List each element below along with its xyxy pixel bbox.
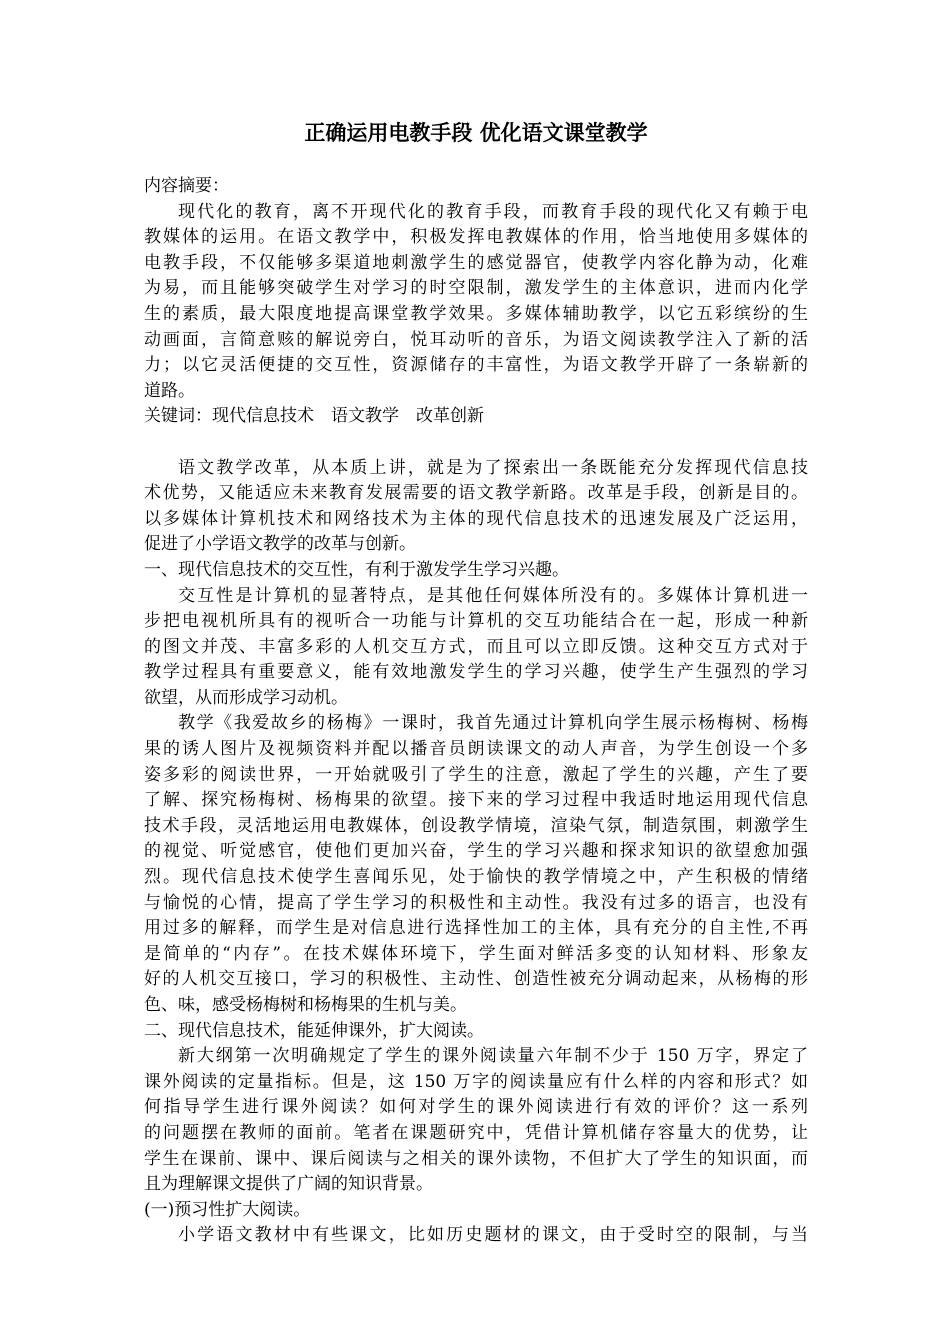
text-line: 教学《我爱故乡的杨梅》一课时，我首先通过计算机向学生展示杨梅树、杨梅 — [178, 713, 808, 734]
text-line: 以多媒体计算机技术和网络技术为主体的现代信息技术的迅速发展及广泛运用， — [144, 508, 808, 529]
text-line: 欲望，从而形成学习动机。 — [144, 687, 348, 708]
text-line: 动画面，言简意赅的解说旁白，悦耳动听的音乐，为语文阅读教学注入了新的活 — [144, 329, 808, 350]
text-line: 学生在课前、课中、课后阅读与之相关的课外读物，不但扩大了学生的知识面，而 — [144, 1148, 808, 1169]
text-line: 技术手段，灵活地运用电教媒体，创设教学情境，渲染气氛，制造氛围，刺激学生 — [144, 815, 808, 836]
blank-line — [144, 430, 808, 456]
text-line: 是简单的“内存”。在技术媒体环境下，学生面对鲜活多变的认知材料、形象友 — [144, 943, 808, 964]
abstract-label: 内容摘要： — [144, 176, 229, 196]
text-line: 电教手段，不仅能够多渠道地刺激学生的感觉器官，使教学内容化静为动，化难 — [144, 252, 808, 273]
text-line: 小学语文教材中有些课文，比如历史题材的课文，由于受时空的限制，与当 — [178, 1225, 808, 1246]
subsection-heading-1: (一)预习性扩大阅读。 — [144, 1199, 311, 1220]
text-line: 教学过程具有重要意义，能有效地激发学生的学习兴趣，使学生产生强烈的学习 — [144, 662, 808, 683]
abstract-paragraph — [144, 200, 808, 405]
text-line: 新大纲第一次明确规定了学生的课外阅读量六年制不少于 150 万字，界定了 — [178, 1046, 808, 1067]
text-line: 果的诱人图片及视频资料并配以播音员朗读课文的动人声音，为学生创设一个多 — [144, 739, 808, 760]
text-line: 好的人机交互接口，学习的积极性、主动性、创造性被充分调动起来，从杨梅的形 — [144, 969, 808, 990]
section-heading-1: 一、现代信息技术的交互性，有利于激发学生学习兴趣。 — [144, 559, 569, 580]
text-line: 步把电视机所具有的视听合一功能与计算机的交互功能结合在一起，形成一种新 — [144, 611, 808, 632]
text-line: 姿多彩的阅读世界，一开始就吸引了学生的注意，激起了学生的兴趣，产生了要 — [144, 764, 808, 785]
keywords: 关键词：现代信息技术 语文教学 改革创新 — [144, 406, 484, 427]
text-line: 的视觉、听觉感官，使他们更加兴奋，学生的学习兴趣和探求知识的欲望愈加强 — [144, 841, 808, 862]
text-line: 课外阅读的定量指标。但是，这 150 万字的阅读量应有什么样的内容和形式？如 — [144, 1071, 808, 1092]
section1-paragraph-2 — [144, 711, 808, 1018]
text-line: 色、味，感受杨梅树和杨梅果的生机与美。 — [144, 995, 467, 1015]
text-line: 现代化的教育，离不开现代化的教育手段，而教育手段的现代化又有赖于电 — [178, 201, 808, 222]
document-title: 正确运用电教手段 优化语文课堂教学 — [304, 121, 648, 145]
subsection1-paragraph-1 — [144, 1223, 808, 1249]
document-page — [144, 118, 808, 1249]
intro-paragraph — [144, 456, 808, 558]
text-line: 且为理解课文提供了广阔的知识背景。 — [144, 1174, 433, 1195]
text-line: 烈。现代信息技术使学生喜闻乐见，处于愉快的教学情境之中，产生积极的情绪 — [144, 867, 808, 888]
text-line: 道路。 — [144, 380, 195, 401]
text-line: 为易，而且能够突破学生对学习的时空限制，激发学生的主体意识，进而内化学 — [144, 278, 808, 299]
text-line: 的图文并茂、丰富多彩的人机交互方式，而且可以立即反馈。这种交互方式对于 — [144, 636, 808, 657]
text-line: 了解、探究杨梅树、杨梅果的欲望。接下来的学习过程中我适时地运用现代信息 — [144, 790, 808, 811]
text-line: 与愉悦的心情，提高了学生学习的积极性和主动性。我没有过多的语言，也没有 — [144, 892, 808, 913]
text-line: 生的素质，最大限度地提高课堂教学效果。多媒体辅助教学，以它五彩缤纷的生 — [144, 303, 808, 324]
text-line: 术优势，又能适应未来教育发展需要的语文教学新路。改革是手段，创新是目的。 — [144, 483, 808, 504]
text-line: 的问题摆在教师的面前。笔者在课题研究中，凭借计算机储存容量大的优势，让 — [144, 1122, 808, 1143]
text-line: 力；以它灵活便捷的交互性，资源储存的丰富性，为语文教学开辟了一条崭新的 — [144, 355, 808, 376]
text-line: 何指导学生进行课外阅读？如何对学生的课外阅读进行有效的评价？这一系列 — [144, 1097, 808, 1118]
text-line: 教媒体的运用。在语文教学中，积极发挥电教媒体的作用，恰当地使用多媒体的 — [144, 227, 808, 248]
section2-paragraph-1 — [144, 1044, 808, 1198]
section1-paragraph-1 — [144, 584, 808, 712]
text-line: 用过多的解释，而学生是对信息进行选择性加工的主体，具有充分的自主性,不再 — [144, 918, 808, 939]
section-heading-2: 二、现代信息技术，能延伸课外，扩大阅读。 — [144, 1020, 484, 1041]
text-line: 交互性是计算机的显著特点，是其他任何媒体所没有的。多媒体计算机进一 — [178, 585, 808, 606]
text-line: 促进了小学语文教学的改革与创新。 — [144, 534, 416, 555]
text-line: 语文教学改革，从本质上讲，就是为了探索出一条既能充分发挥现代信息技 — [178, 457, 808, 478]
